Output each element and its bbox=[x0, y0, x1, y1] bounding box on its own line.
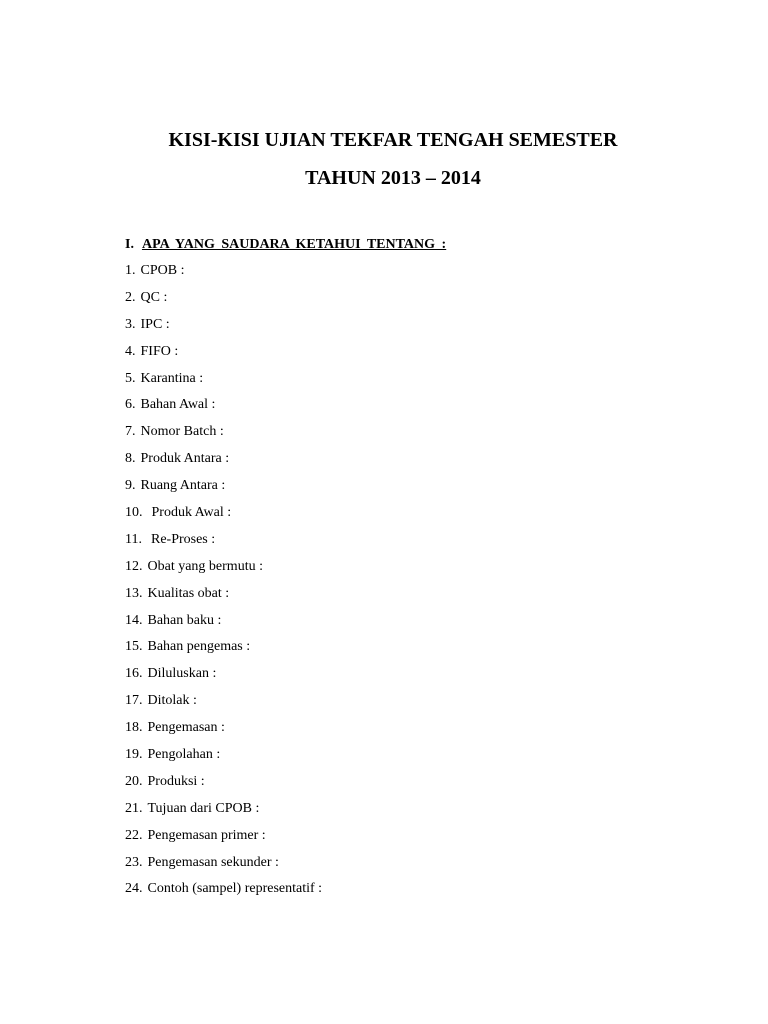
list-item-number: 12. bbox=[125, 558, 143, 574]
list-item-text: Ditolak : bbox=[147, 693, 197, 709]
list-item-text: Produk Antara : bbox=[140, 451, 230, 467]
list-item bbox=[125, 585, 322, 612]
list-item-text: Diluluskan : bbox=[147, 666, 217, 682]
list-item-text: Karantina : bbox=[140, 370, 204, 386]
document-title: KISI-KISI UJIAN TEKFAR TENGAH SEMESTER bbox=[168, 129, 618, 151]
list-item bbox=[125, 665, 322, 692]
list-item bbox=[125, 719, 322, 746]
list-item-number: 7. bbox=[125, 424, 136, 440]
list-item bbox=[125, 370, 322, 397]
list-item-number: 8. bbox=[125, 451, 136, 467]
list-item-number: 21. bbox=[125, 800, 143, 816]
list-item bbox=[125, 800, 322, 827]
list-item-text: Nomor Batch : bbox=[140, 424, 224, 440]
section-heading bbox=[125, 236, 446, 254]
list-item-number: 18. bbox=[125, 720, 143, 736]
document-subtitle-year: TAHUN 2013 – 2014 bbox=[305, 167, 481, 189]
question-list bbox=[125, 262, 322, 907]
list-item-text: Pengemasan primer : bbox=[147, 827, 266, 843]
list-item bbox=[125, 450, 322, 477]
section-heading-text: APA YANG SAUDARA KETAHUI TENTANG : bbox=[141, 237, 447, 252]
list-item bbox=[125, 289, 322, 316]
list-item-number: 2. bbox=[125, 289, 136, 305]
list-item-text: Bahan pengemas : bbox=[147, 639, 251, 655]
list-item-number: 5. bbox=[125, 370, 136, 386]
list-item-text: Ruang Antara : bbox=[140, 478, 226, 494]
list-item-text: Pengolahan : bbox=[147, 747, 221, 763]
list-item bbox=[125, 854, 322, 881]
list-item-number: 23. bbox=[125, 854, 143, 870]
list-item-text: Tujuan dari CPOB : bbox=[147, 800, 260, 816]
list-item-number: 24. bbox=[125, 881, 143, 897]
list-item bbox=[125, 423, 322, 450]
list-item-text: Produksi : bbox=[147, 773, 205, 789]
list-item-text: Kualitas obat : bbox=[147, 585, 230, 601]
list-item bbox=[125, 692, 322, 719]
list-item-number: 22. bbox=[125, 827, 143, 843]
list-item bbox=[125, 638, 322, 665]
list-item-number: 9. bbox=[125, 478, 136, 494]
list-item-text: FIFO : bbox=[140, 343, 179, 359]
list-item-number: 14. bbox=[125, 612, 143, 628]
list-item bbox=[125, 827, 322, 854]
list-item-text: IPC : bbox=[140, 316, 170, 332]
list-item-number: 4. bbox=[125, 343, 136, 359]
list-item bbox=[125, 504, 322, 531]
list-item-text: Obat yang bermutu : bbox=[147, 558, 263, 574]
section-number: I. bbox=[125, 237, 134, 252]
list-item-number: 3. bbox=[125, 316, 136, 332]
list-item-text: Bahan baku : bbox=[147, 612, 222, 628]
list-item bbox=[125, 880, 322, 907]
list-item bbox=[125, 612, 322, 639]
list-item-text: Pengemasan sekunder : bbox=[147, 854, 279, 870]
list-item-text: CPOB : bbox=[140, 263, 185, 278]
list-item-number: 10. bbox=[125, 505, 143, 521]
list-item bbox=[125, 773, 322, 800]
list-item-text: Bahan Awal : bbox=[140, 397, 216, 413]
list-item bbox=[125, 262, 322, 289]
list-item-number: 20. bbox=[125, 773, 143, 789]
list-item bbox=[125, 396, 322, 423]
list-item-number: 19. bbox=[125, 747, 143, 763]
list-item-number: 6. bbox=[125, 397, 136, 413]
list-item-number: 1. bbox=[125, 263, 136, 278]
list-item bbox=[125, 316, 322, 343]
list-item-text: QC : bbox=[140, 289, 168, 305]
list-item-number: 13. bbox=[125, 585, 143, 601]
list-item bbox=[125, 531, 322, 558]
list-item-number: 11. bbox=[125, 531, 142, 547]
list-item-text: Produk Awal : bbox=[151, 505, 232, 521]
list-item-text: Re-Proses : bbox=[150, 531, 216, 547]
list-item-text: Contoh (sampel) representatif : bbox=[147, 881, 323, 897]
list-item-text: Pengemasan : bbox=[147, 720, 225, 736]
list-item bbox=[125, 477, 322, 504]
list-item-number: 15. bbox=[125, 639, 143, 655]
list-item-number: 16. bbox=[125, 666, 143, 682]
list-item bbox=[125, 746, 322, 773]
list-item bbox=[125, 343, 322, 370]
list-item-number: 17. bbox=[125, 693, 143, 709]
list-item bbox=[125, 558, 322, 585]
